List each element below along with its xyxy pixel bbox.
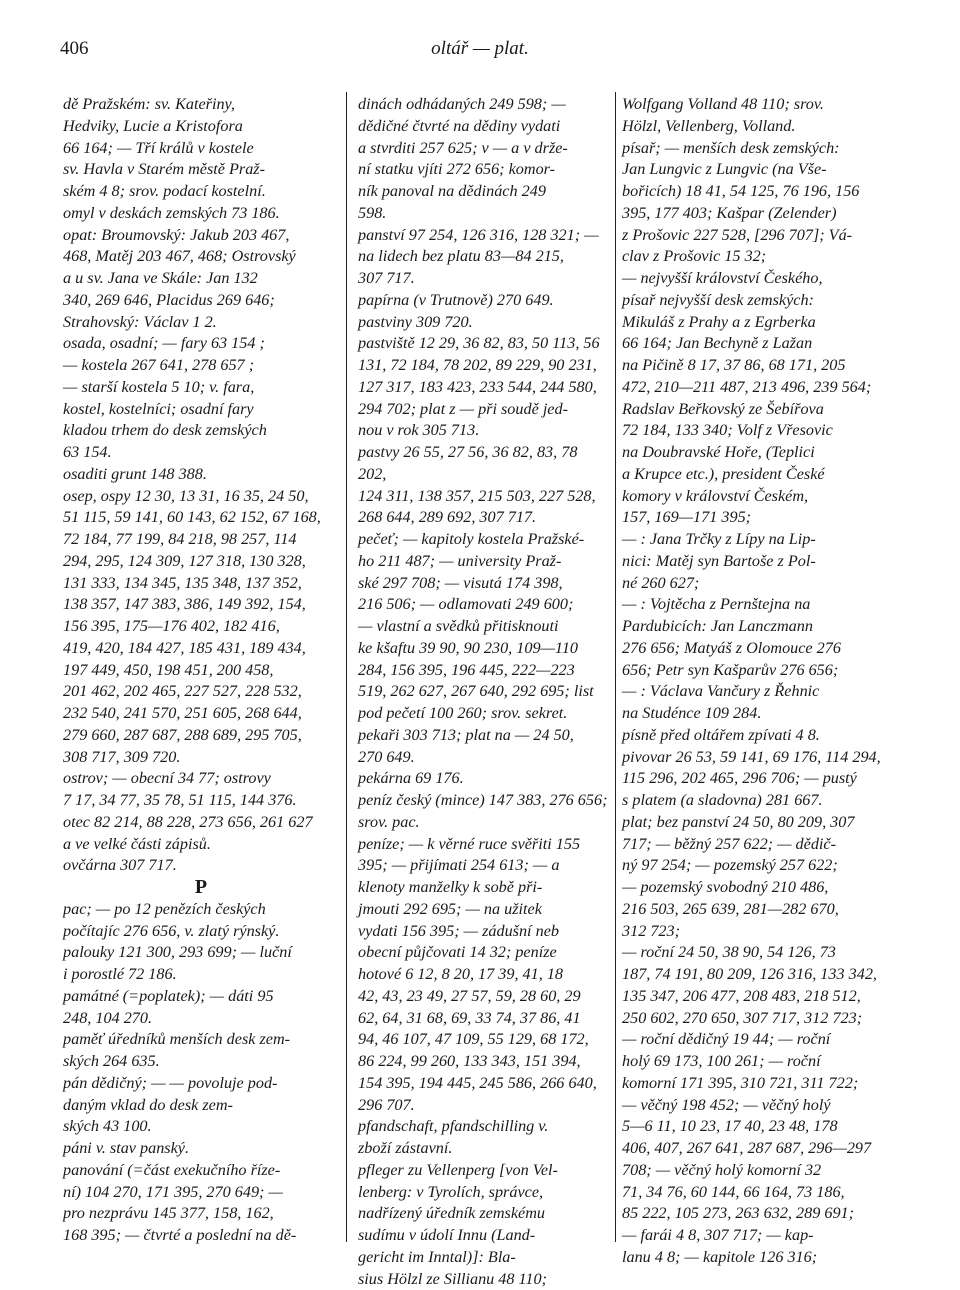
index-line: vydati 156 395; — zádušní neb <box>358 921 608 943</box>
index-line: 395, 177 403; Kašpar (Zelender) <box>622 203 898 225</box>
index-line: dědičné čtvrté na dědiny vydati <box>358 116 608 138</box>
index-line: ostrov; — obecní 34 77; ostrovy <box>63 768 339 790</box>
index-line: lenberg: v Tyrolích, správce, <box>358 1182 608 1204</box>
index-line: — pozemský svobodný 210 486, <box>622 877 898 899</box>
index-line: pastvy 26 55, 27 56, 36 82, 83, 78 202, <box>358 442 608 486</box>
index-line: 307 717. <box>358 268 608 290</box>
index-line: paměť úředníků menších desk zem- <box>63 1029 339 1051</box>
index-line: — : Václava Vančury z Řehnic <box>622 681 898 703</box>
index-line: a Krupce etc.), president České <box>622 464 898 486</box>
index-line: z Prošovic 227 528, [296 707]; Vá- <box>622 225 898 247</box>
index-line: jmouti 292 695; — na užitek <box>358 899 608 921</box>
index-line: Mikuláš z Prahy a z Egrberka <box>622 312 898 334</box>
index-line: zboží zástavní. <box>358 1138 608 1160</box>
index-line: Hedviky, Lucie a Kristofora <box>63 116 339 138</box>
index-line: panství 97 254, 126 316, 128 321; — <box>358 225 608 247</box>
index-line: holý 69 173, 100 261; — roční <box>622 1051 898 1073</box>
index-line: 63 154. <box>63 442 339 464</box>
column-2 <box>358 94 608 1290</box>
index-line: 154 395, 194 445, 245 586, 266 640, <box>358 1073 608 1095</box>
index-line: — starší kostela 5 10; v. fara, <box>63 377 339 399</box>
index-line: a stvrditi 257 625; v — a v drže- <box>358 138 608 160</box>
index-line: — roční dědičný 19 44; — roční <box>622 1029 898 1051</box>
index-line: ho 211 487; — university Praž- <box>358 551 608 573</box>
index-line: opat: Broumovský: Jakub 203 467, <box>63 225 339 247</box>
index-line: 5—6 11, 10 23, 17 40, 23 48, 178 <box>622 1116 898 1138</box>
index-line: — kostela 267 641, 278 657 ; <box>63 355 339 377</box>
index-line: ke kšaftu 39 90, 90 230, 109—110 <box>358 638 608 660</box>
index-line: 42, 43, 23 49, 27 57, 59, 28 60, 29 <box>358 986 608 1008</box>
index-line: dinách odhádaných 249 598; — <box>358 94 608 116</box>
index-line: 201 462, 202 465, 227 527, 228 532, <box>63 681 339 703</box>
index-line: i porostlé 72 186. <box>63 964 339 986</box>
index-line: 71, 34 76, 60 144, 66 164, 73 186, <box>622 1182 898 1204</box>
column-divider-right <box>615 92 616 1242</box>
index-line: 86 224, 99 260, 133 343, 151 394, <box>358 1051 608 1073</box>
index-line: 248, 104 270. <box>63 1008 339 1030</box>
index-line: né 260 627; <box>622 573 898 595</box>
index-line: ském 4 8; srov. podací kostelní. <box>63 181 339 203</box>
index-line: — : Vojtěcha z Pernštejna na <box>622 594 898 616</box>
index-line: gericht im Inntal)]: Bla- <box>358 1247 608 1269</box>
index-line: otec 82 214, 88 228, 273 656, 261 627 <box>63 812 339 834</box>
index-line: 135 347, 206 477, 208 483, 218 512, <box>622 986 898 1008</box>
index-line: 268 644, 289 692, 307 717. <box>358 507 608 529</box>
index-line: klenoty manželky k sobě při- <box>358 877 608 899</box>
index-line: ní) 104 270, 171 395, 270 649; — <box>63 1182 339 1204</box>
index-line: 85 222, 105 273, 263 632, 289 691; <box>622 1203 898 1225</box>
index-line: nici: Matěj syn Bartoše z Pol- <box>622 551 898 573</box>
index-line: 598. <box>358 203 608 225</box>
index-line: pfandschaft, pfandschilling v. <box>358 1116 608 1138</box>
index-line: 656; Petr syn Kašparův 276 656; <box>622 660 898 682</box>
index-line: Radslav Beřkovský ze Šebířova <box>622 399 898 421</box>
index-line: ské 297 708; — visutá 174 398, <box>358 573 608 595</box>
index-line: 115 296, 202 465, 296 706; — pustý <box>622 768 898 790</box>
index-line: a ve velké části zápisů. <box>63 834 339 856</box>
index-line: a u sv. Jana ve Skále: Jan 132 <box>63 268 339 290</box>
index-line: osaditi grunt 148 388. <box>63 464 339 486</box>
index-line: kostel, kostelníci; osadní fary <box>63 399 339 421</box>
index-line: 232 540, 241 570, 251 605, 268 644, <box>63 703 339 725</box>
index-line: 94, 46 107, 47 109, 55 129, 68 172, <box>358 1029 608 1051</box>
index-line: 131, 72 184, 78 202, 89 229, 90 231, <box>358 355 608 377</box>
running-head: oltář — plat. <box>60 38 900 60</box>
index-line: 197 449, 450, 198 451, 200 458, <box>63 660 339 682</box>
index-line: 72 184, 133 340; Volf z Vřesovic <box>622 420 898 442</box>
index-line: sudímu v údolí Innu (Land- <box>358 1225 608 1247</box>
index-line: — věčný 198 452; — věčný holý <box>622 1095 898 1117</box>
index-line: pac; — po 12 penězích českých <box>63 899 339 921</box>
index-line: 276 656; Matyáš z Olomouce 276 <box>622 638 898 660</box>
index-line: lanu 4 8; — kapitole 126 316; <box>622 1247 898 1269</box>
index-line: 395; — přijímati 254 613; — a <box>358 855 608 877</box>
index-line: na Studénce 109 284. <box>622 703 898 725</box>
index-line: pán dědičný; — — povoluje pod- <box>63 1073 339 1095</box>
index-line: 124 311, 138 357, 215 503, 227 528, <box>358 486 608 508</box>
index-line: palouky 121 300, 293 699; — luční <box>63 942 339 964</box>
index-line: 157, 169—171 395; <box>622 507 898 529</box>
index-line: pastviny 309 720. <box>358 312 608 334</box>
index-line: páni v. stav panský. <box>63 1138 339 1160</box>
index-line: na Doubravské Hoře, (Teplici <box>622 442 898 464</box>
index-line: 284, 156 395, 196 445, 222—223 <box>358 660 608 682</box>
index-line: pod pečetí 100 260; srov. sekret. <box>358 703 608 725</box>
index-line: 519, 262 627, 267 640, 292 695; list <box>358 681 608 703</box>
index-line: sv. Havla v Starém městě Praž- <box>63 159 339 181</box>
index-line: písně před oltářem zpívati 4 8. <box>622 725 898 747</box>
index-line: srov. pac. <box>358 812 608 834</box>
index-line: 708; — věčný holý komorní 32 <box>622 1160 898 1182</box>
index-line: pivovar 26 53, 59 141, 69 176, 114 294, <box>622 747 898 769</box>
index-line: panování (=část exekučního říze- <box>63 1160 339 1182</box>
index-line: ní statku vjíti 272 656; komor- <box>358 159 608 181</box>
index-line: ských 264 635. <box>63 1051 339 1073</box>
index-line: ník panoval na dědinách 249 <box>358 181 608 203</box>
index-line: pro nezprávu 145 377, 158, 162, <box>63 1203 339 1225</box>
index-line: 216 506; — odlamovati 249 600; <box>358 594 608 616</box>
index-line: Wolfgang Volland 48 110; srov. <box>622 94 898 116</box>
index-line: 468, Matěj 203 467, 468; Ostrovský <box>63 246 339 268</box>
column-3 <box>622 94 898 1269</box>
index-line: obecní půjčovati 14 32; peníze <box>358 942 608 964</box>
index-line: Pardubicích: Jan Lanczmann <box>622 616 898 638</box>
index-line: — roční 24 50, 38 90, 54 126, 73 <box>622 942 898 964</box>
index-line: 187, 74 191, 80 209, 126 316, 133 342, <box>622 964 898 986</box>
index-line: kladou trhem do desk zemských <box>63 420 339 442</box>
index-line: pekaři 303 713; plat na — 24 50, <box>358 725 608 747</box>
index-line: písař; — menších desk zemských: <box>622 138 898 160</box>
index-line: osep, ospy 12 30, 13 31, 16 35, 24 50, <box>63 486 339 508</box>
index-line: ný 97 254; — pozemský 257 622; <box>622 855 898 877</box>
index-line: — farái 4 8, 307 717; — kap- <box>622 1225 898 1247</box>
index-line: 717; — běžný 257 622; — dědič- <box>622 834 898 856</box>
index-line: pfleger zu Vellenperg [von Vel- <box>358 1160 608 1182</box>
index-line: 294 702; plat z — při soudě jed- <box>358 399 608 421</box>
index-line: 270 649. <box>358 747 608 769</box>
index-line: pastviště 12 29, 36 82, 83, 50 113, 56 <box>358 333 608 355</box>
index-line: 156 395, 175—176 402, 182 416, <box>63 616 339 638</box>
section-heading: P <box>63 877 339 899</box>
index-line: 66 164; — Tří králů v kostele <box>63 138 339 160</box>
index-line: 279 660, 287 687, 288 689, 295 705, <box>63 725 339 747</box>
column-1 <box>63 94 339 1247</box>
index-line: nadřízený úředník zemskému <box>358 1203 608 1225</box>
index-line: na Pičině 8 17, 37 86, 68 171, 205 <box>622 355 898 377</box>
index-line: — : Jana Trčky z Lípy na Lip- <box>622 529 898 551</box>
index-line: 131 333, 134 345, 135 348, 137 352, <box>63 573 339 595</box>
index-line: nou v rok 305 713. <box>358 420 608 442</box>
index-line: 62, 64, 31 68, 69, 33 74, 37 86, 41 <box>358 1008 608 1030</box>
index-line: omyl v deskách zemských 73 186. <box>63 203 339 225</box>
index-line: sius Hölzl ze Sillianu 48 110; <box>358 1269 608 1290</box>
page-header <box>60 38 900 62</box>
index-line: Strahovský: Václav 1 2. <box>63 312 339 334</box>
index-line: plat; bez panství 24 50, 80 209, 307 <box>622 812 898 834</box>
index-line: bořicích) 18 41, 54 125, 76 196, 156 <box>622 181 898 203</box>
index-line: 406, 407, 267 641, 287 687, 296—297 <box>622 1138 898 1160</box>
index-line: počítajíc 276 656, v. zlatý rýnský. <box>63 921 339 943</box>
index-line: hotové 6 12, 8 20, 17 39, 41, 18 <box>358 964 608 986</box>
index-line: 72 184, 77 199, 84 218, 98 257, 114 <box>63 529 339 551</box>
index-line: 419, 420, 184 427, 185 431, 189 434, <box>63 638 339 660</box>
index-line: písař nejvyšší desk zemských: <box>622 290 898 312</box>
index-line: Jan Lungvic z Lungvic (na Vše- <box>622 159 898 181</box>
index-line: komorní 171 395, 310 721, 311 722; <box>622 1073 898 1095</box>
index-line: dě Pražském: sv. Kateřiny, <box>63 94 339 116</box>
index-line: — nejvyšší království Českého, <box>622 268 898 290</box>
column-divider-left <box>346 92 347 1242</box>
index-line: — vlastní a svědků přitisknouti <box>358 616 608 638</box>
index-line: 308 717, 309 720. <box>63 747 339 769</box>
index-line: na lidech bez platu 83—84 215, <box>358 246 608 268</box>
index-line: památné (=poplatek); — dáti 95 <box>63 986 339 1008</box>
index-line: peníze; — k věrné ruce svěřiti 155 <box>358 834 608 856</box>
index-line: komory v království Českém, <box>622 486 898 508</box>
index-line: 168 395; — čtvrté a poslední na dě- <box>63 1225 339 1247</box>
index-line: 7 17, 34 77, 35 78, 51 115, 144 376. <box>63 790 339 812</box>
index-line: 216 503, 265 639, 281—282 670, <box>622 899 898 921</box>
index-line: pekárna 69 176. <box>358 768 608 790</box>
index-line: ských 43 100. <box>63 1116 339 1138</box>
index-line: 66 164; Jan Bechyně z Lažan <box>622 333 898 355</box>
index-line: 312 723; <box>622 921 898 943</box>
index-line: papírna (v Trutnově) 270 649. <box>358 290 608 312</box>
index-line: clav z Prošovic 15 32; <box>622 246 898 268</box>
index-line: daným vklad do desk zem- <box>63 1095 339 1117</box>
index-line: 294, 295, 124 309, 127 318, 130 328, <box>63 551 339 573</box>
index-line: pečeť; — kapitoly kostela Pražské- <box>358 529 608 551</box>
index-line: 127 317, 183 423, 233 544, 244 580, <box>358 377 608 399</box>
index-line: ovčárna 307 717. <box>63 855 339 877</box>
index-line: 340, 269 646, Placidus 269 646; <box>63 290 339 312</box>
index-line: 138 357, 147 383, 386, 149 392, 154, <box>63 594 339 616</box>
index-line: s platem (a sladovna) 281 667. <box>622 790 898 812</box>
index-line: 472, 210—211 487, 213 496, 239 564; <box>622 377 898 399</box>
index-line: 51 115, 59 141, 60 143, 62 152, 67 168, <box>63 507 339 529</box>
index-line: osada, osadní; — fary 63 154 ; <box>63 333 339 355</box>
index-line: 250 602, 270 650, 307 717, 312 723; <box>622 1008 898 1030</box>
page-number: 406 <box>60 38 89 60</box>
index-line: 296 707. <box>358 1095 608 1117</box>
index-line: peníz český (mince) 147 383, 276 656; <box>358 790 608 812</box>
index-line: Hölzl, Vellenberg, Volland. <box>622 116 898 138</box>
